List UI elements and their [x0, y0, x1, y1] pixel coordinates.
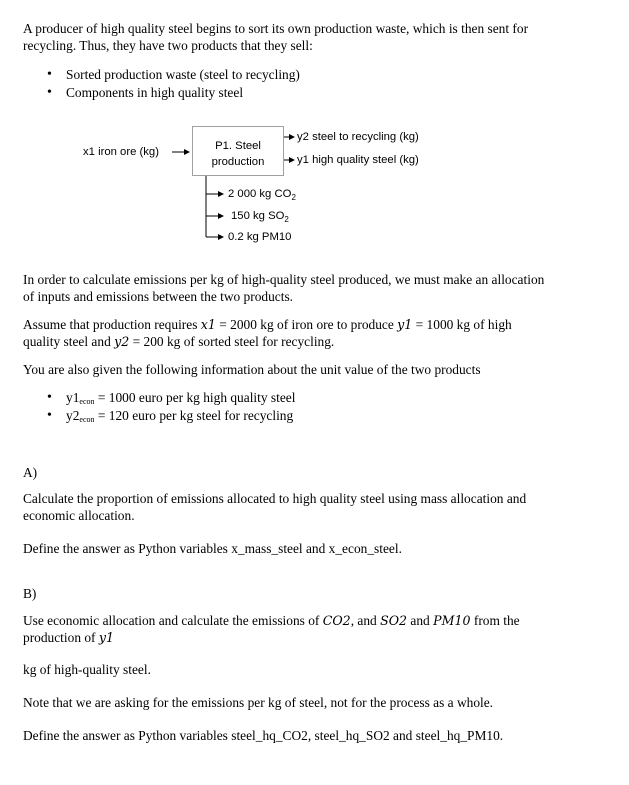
diagram-arrows — [0, 0, 629, 260]
emission-so2: 150 kg $SO_2$ — [231, 210, 289, 224]
part-b-line-2: production of y1 — [23, 630, 115, 645]
para1-line-1: In order to calculate emissions per kg of high-quality steel produced, we must make an allocation — [23, 272, 545, 287]
process-box — [192, 126, 284, 176]
para2-line-1: Assume that production requires x1 = 2000 kg of iron ore to produce y1 = 1000 kg of high — [23, 317, 512, 332]
para2-line-2: quality steel and y2 = 200 kg of sorted steel for recycling. — [23, 334, 335, 349]
output-label-y2: y2 steel to recycling (kg) — [297, 131, 419, 143]
part-b-kg: kg of high-quality steel. — [23, 662, 151, 677]
part-a-line-2: economic allocation. — [23, 508, 135, 523]
part-b-define: Define the answer as Python variables steel_hq_CO2, steel_hq_SO2 and steel_hq_PM10. — [23, 728, 504, 743]
list-item: • Components in high quality steel — [23, 84, 300, 102]
emission-co2: 2 000 kg $CO_2$ — [228, 188, 296, 202]
part-b-note: Note that we are asking for the emissions per kg of steel, not for the process as a whole. — [23, 695, 494, 710]
process-label-2: production — [211, 156, 265, 168]
emission-pm10: 0.2 kg PM10 — [228, 231, 292, 243]
process-label-1: P1. Steel — [215, 140, 261, 152]
output-label-y1: y1 high quality steel (kg) — [297, 154, 419, 166]
value-list — [23, 389, 295, 425]
part-b-label: B) — [23, 586, 37, 601]
process-diagram — [0, 0, 629, 260]
part-a-line-1: Calculate the proportion of emissions allocated to high quality steel using mass allocation and — [23, 491, 527, 506]
para1-line-2: of inputs and emissions between the two products. — [23, 289, 294, 304]
part-a-label: A) — [23, 465, 38, 480]
intro-line-2: recycling. Thus, they have two products that they sell: — [23, 38, 313, 53]
input-label: x1 iron ore (kg) — [83, 146, 159, 158]
part-b-line-1: Use economic allocation and calculate the emissions of CO2, and SO2 and PM10 from the — [23, 613, 520, 628]
intro-line-1: A producer of high quality steel begins to sort its own production waste, which is then sent for — [23, 21, 529, 36]
list-item: • Sorted production waste (steel to recycling) — [23, 66, 300, 84]
part-a-define: Define the answer as Python variables x_mass_steel and x_econ_steel. — [23, 541, 402, 556]
list-item: • y2econ = 120 euro per kg steel for recycling — [23, 407, 295, 425]
para3: You are also given the following information about the unit value of the two products — [23, 362, 481, 377]
list-item: • y1econ = 1000 euro per kg high quality steel — [23, 389, 295, 407]
